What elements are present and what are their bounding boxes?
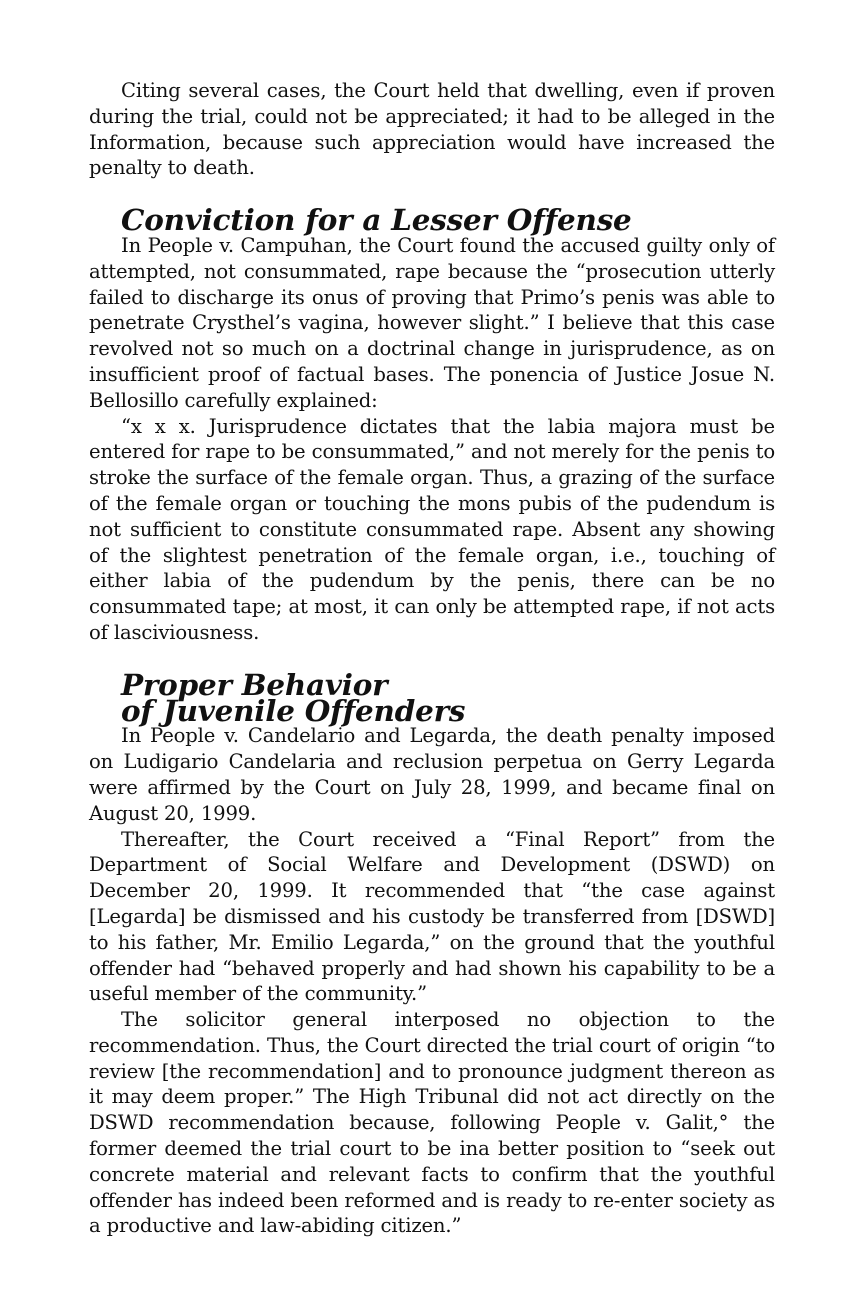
candelario-paragraph: In People v. Candelario and Legarda, the death penalty imposed on Ludigario Candelaria and reclusion perpetua on Gerry Legarda were affirmed by the Court on July 28, 1999, and became final on August 20, 1999. [89, 724, 775, 825]
campuhan-paragraph: In People v. Campuhan, the Court found the accused guilty only of attempted, not consummated, rape because the “prosecution utterly failed to discharge its onus of proving that Primo’s penis was able to penetrate Crysthel’s vagina, however slight.” I believe that this case revolved not so much on a doctrinal change in jurisprudence, as on insufficient proof of factual bases. The ponencia of Justice Josue N. Bellosillo carefully explained: [89, 233, 775, 412]
section-heading-juvenile-offenders [89, 666, 775, 728]
quoted-jurisprudence-paragraph: “x x x. Jurisprudence dictates that the labia majora must be entered for rape to be consummated,” and not merely for the penis to stroke the surface of the female organ. Thus, a grazing of the surface of the female organ or touching the mons pubis of the pudendum is not sufficient to constitute consummated rape. Absent any showing of the slightest penetration of the female organ, i.e., touching of either labia of the pudendum by the penis, there can be no consummated tape; at most, it can only be attempted rape, if not acts of lasciviousness. [89, 414, 775, 644]
heading-line-1: Proper Behavior [121, 666, 388, 702]
section-heading-lesser-offense: Conviction for a Lesser Offense [121, 202, 632, 238]
intro-paragraph: Citing several cases, the Court held that dwelling, even if proven during the trial, could not be appreciated; it had to be alleged in the Information, because such appreciation would have increased the penalty to death. [89, 79, 775, 180]
document-page [89, 78, 775, 1239]
heading-line-2: of Juvenile Offenders [121, 692, 466, 728]
dswd-report-paragraph: Thereafter, the Court received a “Final Report” from the Department of Social Welfare and Development (DSWD) on December 20, 1999. It recommended that “the case against [Legarda] be dismissed and his custody be transferred from [DSWD] to his father, Mr. Emilio Legarda,” on the ground that the youthful offender had “behaved properly and had shown his capability to be a useful member of the community.” [89, 827, 775, 1006]
solicitor-general-paragraph: The solicitor general interposed no objection to the recommendation. Thus, the Court directed the trial court of origin “to review [the recommendation] and to pronounce judgment thereon as it may deem proper.” The High Tribunal did not act directly on the DSWD recommendation because, following People v. Galit,° the former deemed the trial court to be ina better position to “seek out concrete material and relevant facts to confirm that the youthful offender has indeed been reformed and is ready to re-enter society as a productive and law-abiding citizen.” [89, 1008, 775, 1238]
